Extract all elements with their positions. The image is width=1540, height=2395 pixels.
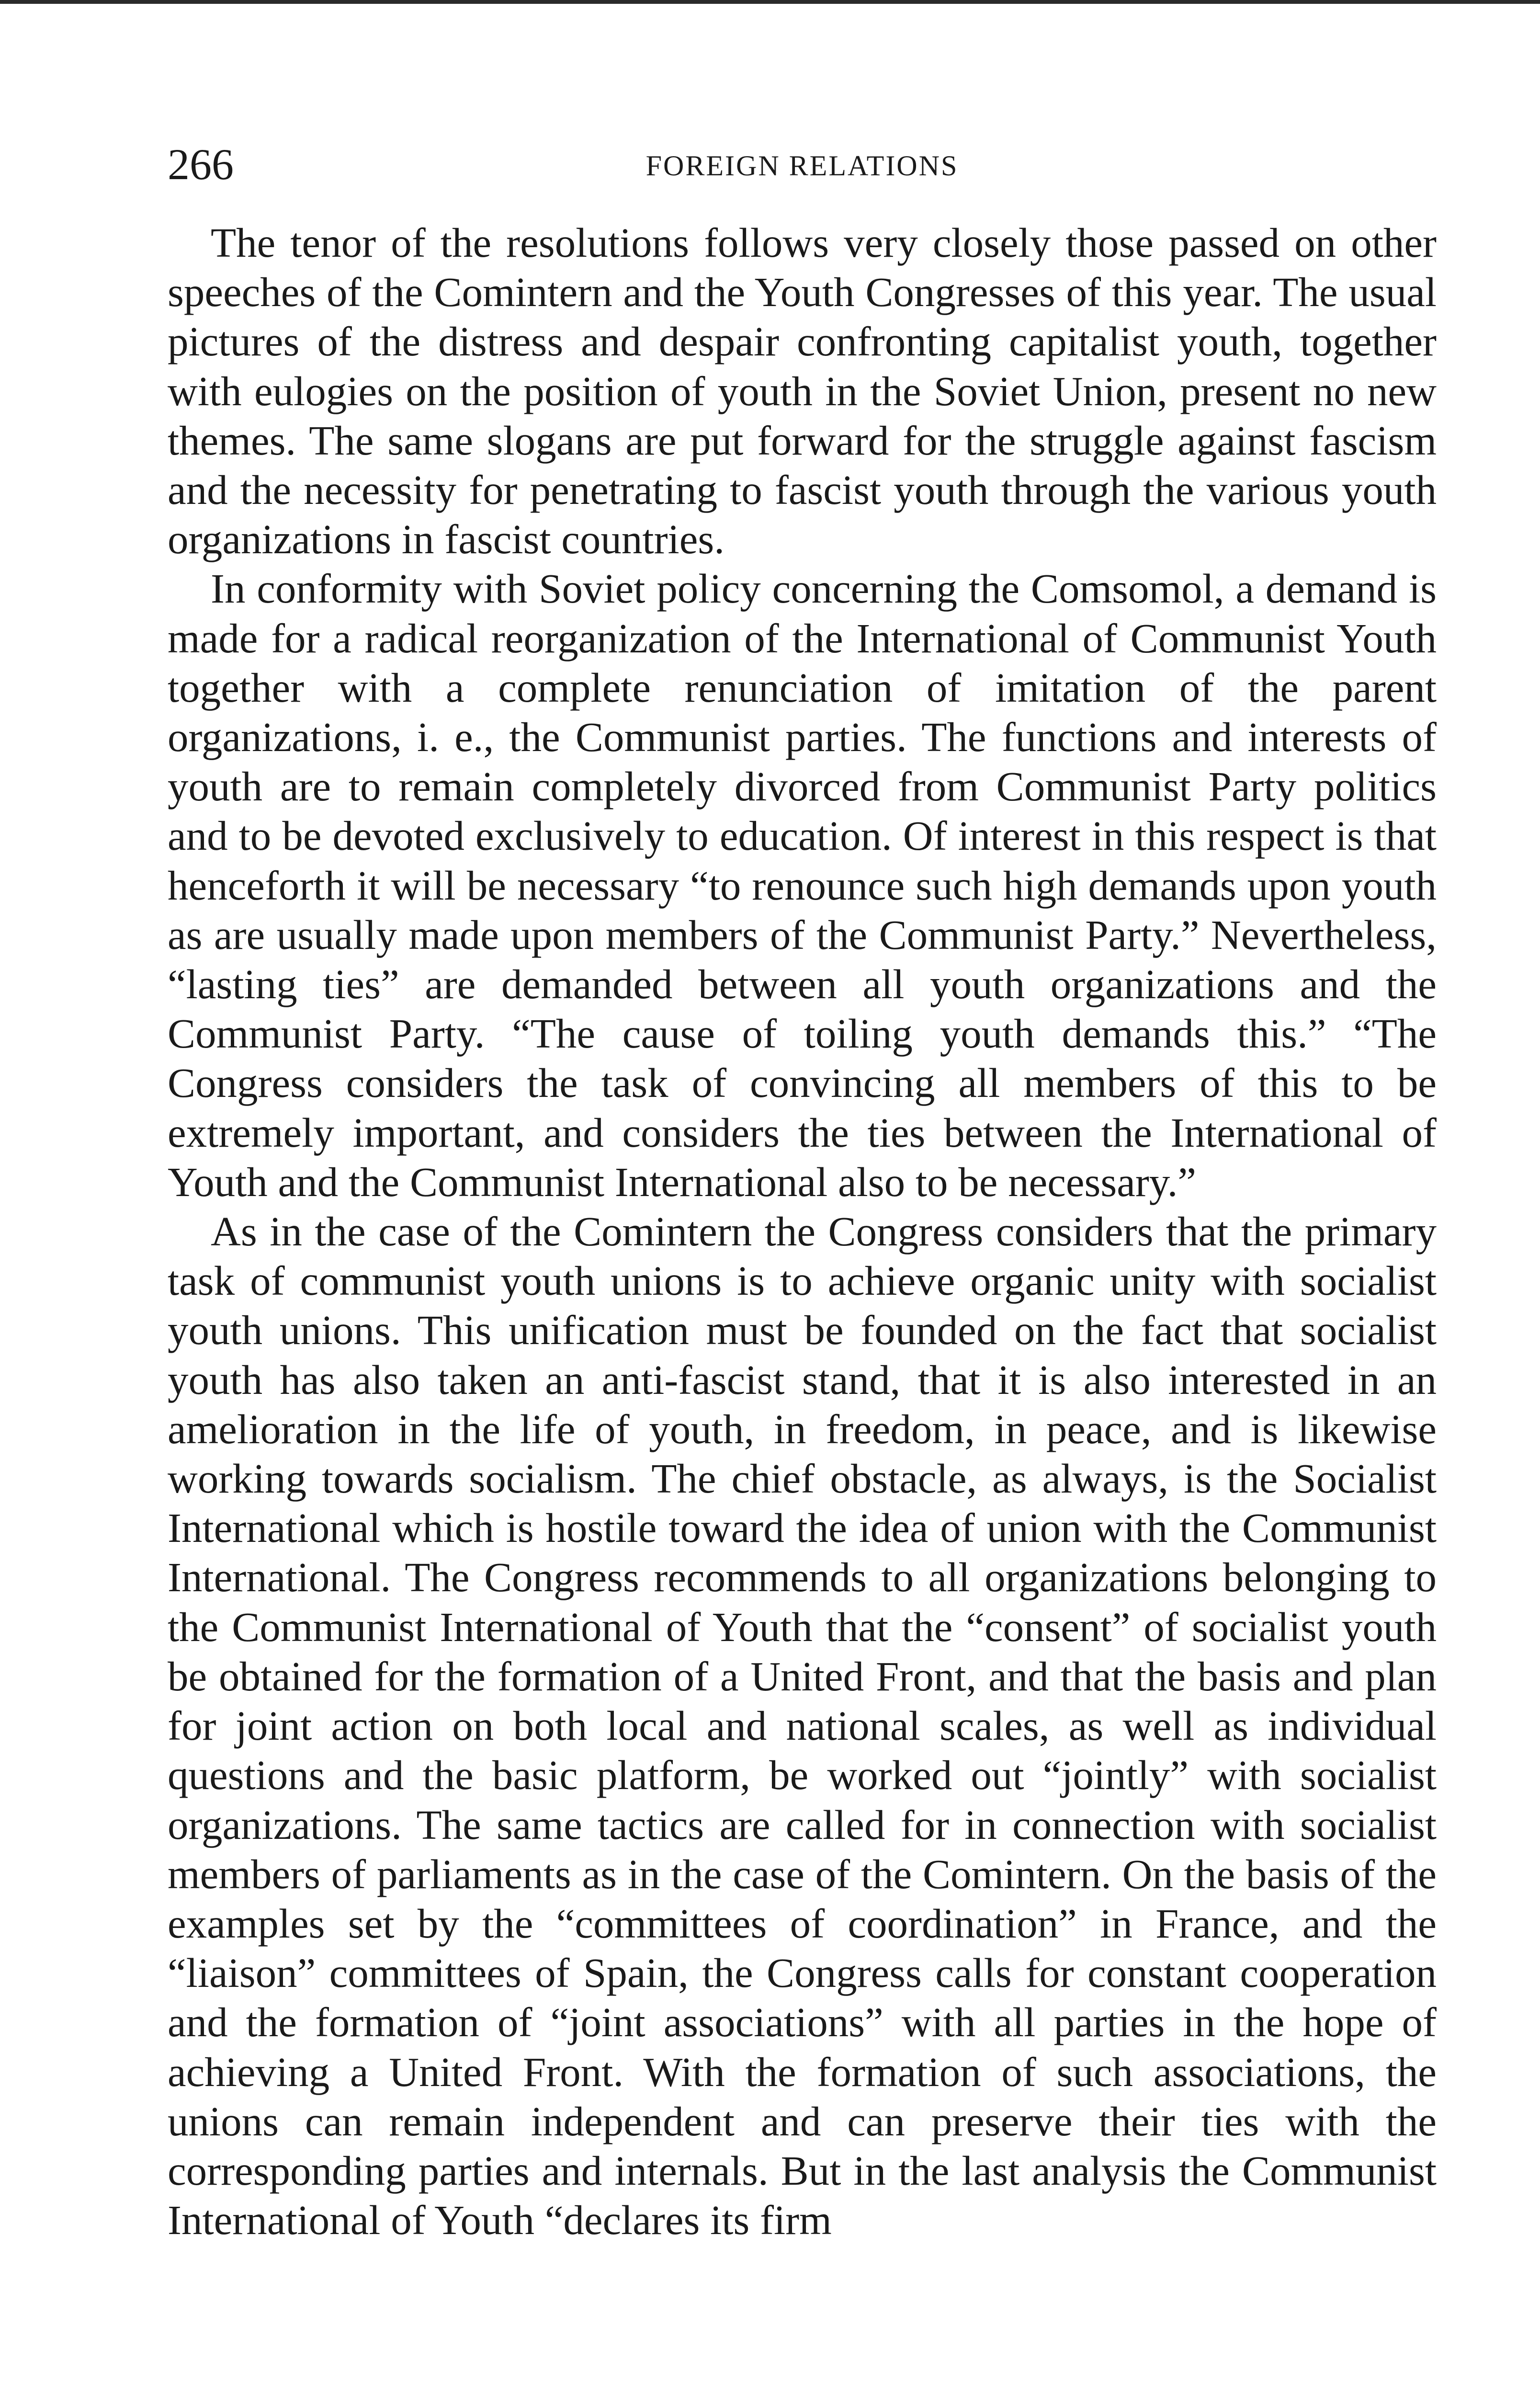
- running-title: FOREIGN RELATIONS: [645, 150, 959, 182]
- running-head: [168, 138, 1437, 191]
- body-text: [168, 218, 1437, 2245]
- page-top-edge: [0, 0, 1540, 4]
- paragraph-united-front: As in the case of the Comintern the Congress considers that the primary task of communist youth unions is to achieve organic unity with socialist youth unions. This unification must be founded on the fact that socialist youth has also taken an anti-fascist stand, that it is also interested in an amelioration in the life of youth, in freedom, in peace, and is likewise working towards socialism. The chief obstacle, as always, is the Socialist International which is hostile toward the idea of union with the Communist International. The Congress recommends to all organizations belonging to the Communist International of Youth that the “consent” of socialist youth be obtained for the formation of a United Front, and that the basis and plan for joint action on both local and national scales, as well as individual questions and the basic platform, be worked out “jointly” with socialist organizations. The same tactics are called for in connection with socialist members of parliaments as in the case of the Comintern. On the basis of the examples set by the “committees of coordination” in France, and the “liaison” committees of Spain, the Congress calls for constant cooperation and the formation of “joint associations” with all parties in the hope of achieving a United Front. With the formation of such associations, the unions can remain independent and can preserve their ties with the corresponding parties and internals. But in the last analysis the Communist International of Youth “declares its firm: [168, 1208, 1437, 2244]
- page-number: 266: [168, 140, 234, 189]
- paragraph-comsomol-reorganization: In conformity with Soviet policy concerning the Comsomol, a demand is made for a radical reorganization of the International of Communist Youth together with a complete renunciation of imitation of the parent organizations, i. e., the Communist parties. The functions and interests of youth are to remain completely divorced from Communist Party politics and to be devoted exclusively to education. Of interest in this respect is that henceforth it will be necessary “to renounce such high demands upon youth as are usually made upon members of the Communist Party.” Nevertheless, “lasting ties” are demanded between all youth organizations and the Communist Party. “The cause of toiling youth demands this.” “The Congress considers the task of convincing all members of this to be extremely important, and considers the ties between the International of Youth and the Communist International also to be necessary.”: [168, 565, 1437, 1205]
- paragraph-resolutions-tenor: The tenor of the resolutions follows very closely those passed on other speeches of the Comintern and the Youth Congresses of this year. The usual pictures of the distress and despair confronting capitalist youth, together with eulogies on the position of youth in the Soviet Union, present no new themes. The same slogans are put forward for the struggle against fascism and the necessity for penetrating to fascist youth through the various youth organizations in fascist countries.: [168, 219, 1437, 563]
